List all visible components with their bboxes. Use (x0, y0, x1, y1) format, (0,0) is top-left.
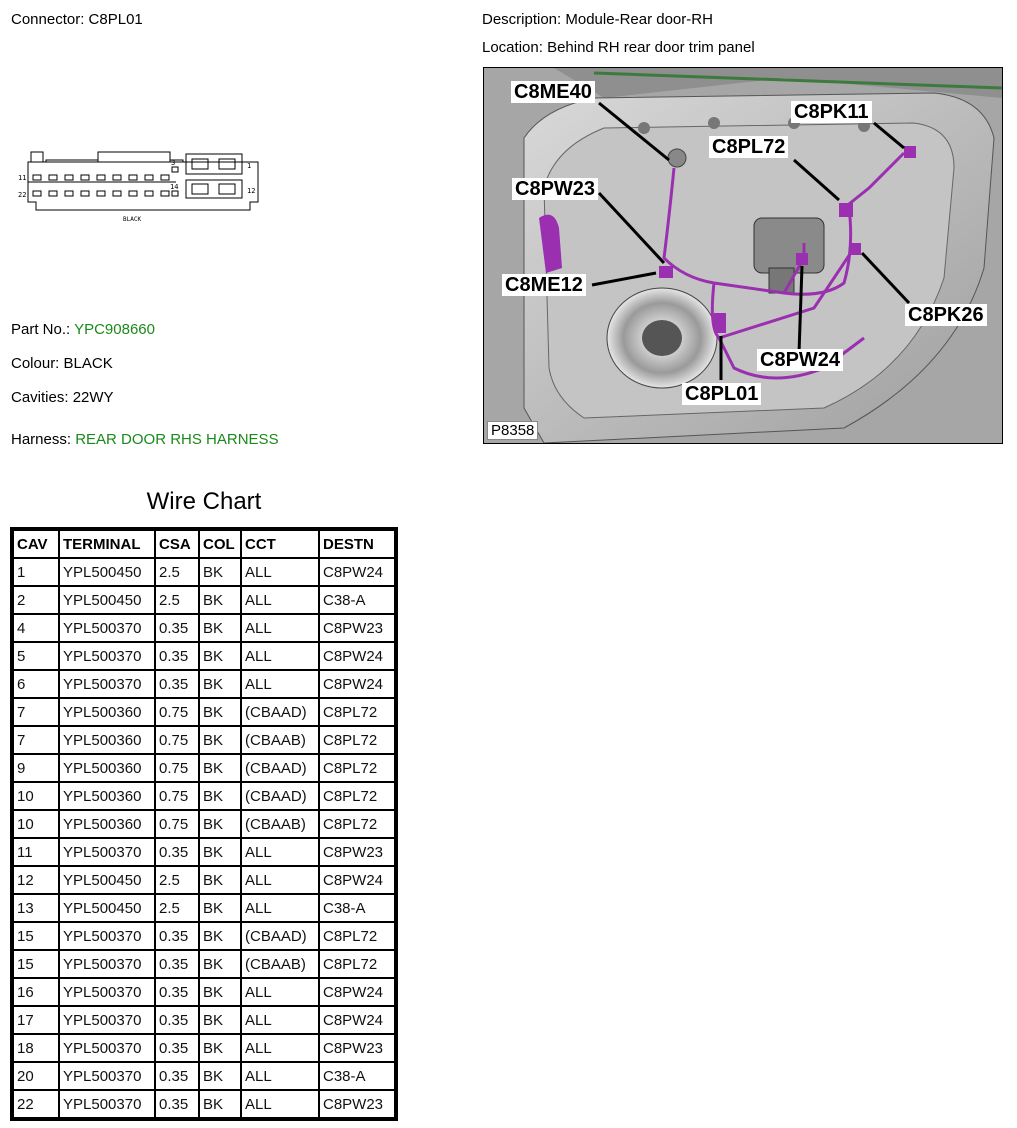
cell-csa: 0.75 (155, 810, 199, 838)
cell-cav: 17 (13, 1006, 59, 1034)
cell-cav: 13 (13, 894, 59, 922)
header-cav: CAV (13, 530, 59, 558)
pin-label-3: 3 (171, 159, 176, 167)
cell-col: BK (199, 1062, 241, 1090)
header-col: COL (199, 530, 241, 558)
callout-c8pk26: C8PK26 (905, 304, 987, 326)
part-no-line (11, 321, 155, 338)
cell-cct: (CBAAB) (241, 726, 319, 754)
cell-cav: 11 (13, 838, 59, 866)
cell-col: BK (199, 754, 241, 782)
cell-terminal: YPL500450 (59, 586, 155, 614)
cell-terminal: YPL500370 (59, 1090, 155, 1118)
cell-cct: (CBAAB) (241, 950, 319, 978)
cell-col: BK (199, 922, 241, 950)
cell-cct: (CBAAD) (241, 698, 319, 726)
table-row (13, 782, 395, 810)
cell-terminal: YPL500370 (59, 1006, 155, 1034)
cell-cct: ALL (241, 1062, 319, 1090)
table-row (13, 586, 395, 614)
cell-terminal: YPL500450 (59, 866, 155, 894)
cell-csa: 0.35 (155, 1090, 199, 1118)
cell-terminal: YPL500360 (59, 782, 155, 810)
cell-csa: 0.35 (155, 614, 199, 642)
cell-cct: ALL (241, 1006, 319, 1034)
cell-col: BK (199, 950, 241, 978)
callout-c8pk11: C8PK11 (791, 101, 872, 123)
cell-col: BK (199, 1034, 241, 1062)
cell-destn: C8PW24 (319, 642, 395, 670)
location-label: Location: (482, 39, 543, 56)
cell-cct: ALL (241, 642, 319, 670)
cell-destn: C8PW24 (319, 1006, 395, 1034)
callout-c8pw24: C8PW24 (757, 349, 843, 371)
cell-csa: 0.35 (155, 978, 199, 1006)
description-value: Module-Rear door-RH (565, 11, 713, 28)
cavities-label: Cavities: (11, 389, 69, 406)
header-destn: DESTN (319, 530, 395, 558)
cell-col: BK (199, 642, 241, 670)
cell-terminal: YPL500370 (59, 670, 155, 698)
colour-line (11, 355, 113, 372)
cell-cav: 15 (13, 950, 59, 978)
cell-terminal: YPL500370 (59, 978, 155, 1006)
cell-csa: 0.75 (155, 726, 199, 754)
cell-csa: 0.35 (155, 1062, 199, 1090)
table-row (13, 614, 395, 642)
cell-csa: 2.5 (155, 894, 199, 922)
cell-destn: C8PW23 (319, 838, 395, 866)
harness-link[interactable]: REAR DOOR RHS HARNESS (75, 431, 279, 448)
cell-cav: 9 (13, 754, 59, 782)
cell-destn: C8PL72 (319, 782, 395, 810)
cell-cav: 6 (13, 670, 59, 698)
cell-terminal: YPL500450 (59, 558, 155, 586)
pin-label-11: 11 (18, 174, 27, 182)
cell-col: BK (199, 810, 241, 838)
wire-chart-table (10, 527, 398, 1121)
table-row (13, 754, 395, 782)
part-no-label: Part No.: (11, 321, 71, 338)
cell-cav: 1 (13, 558, 59, 586)
cell-csa: 0.75 (155, 782, 199, 810)
table-row (13, 558, 395, 586)
cell-col: BK (199, 1006, 241, 1034)
cell-cct: ALL (241, 670, 319, 698)
table-row (13, 670, 395, 698)
cell-col: BK (199, 614, 241, 642)
cell-destn: C38-A (319, 586, 395, 614)
cell-destn: C8PL72 (319, 810, 395, 838)
cavities-line (11, 389, 114, 406)
description-label: Description: (482, 11, 562, 28)
cell-destn: C38-A (319, 1062, 395, 1090)
cell-col: BK (199, 1090, 241, 1118)
callout-c8me40: C8ME40 (511, 81, 595, 103)
cell-cct: ALL (241, 586, 319, 614)
cell-terminal: YPL500370 (59, 922, 155, 950)
diagram-caption: BLACK (123, 216, 142, 223)
cell-cav: 15 (13, 922, 59, 950)
table-row (13, 1034, 395, 1062)
cell-destn: C8PL72 (319, 754, 395, 782)
cell-csa: 2.5 (155, 866, 199, 894)
wire-chart-title: Wire Chart (146, 488, 262, 515)
table-row (13, 698, 395, 726)
cell-cct: ALL (241, 978, 319, 1006)
table-row (13, 642, 395, 670)
cell-csa: 0.35 (155, 642, 199, 670)
cell-destn: C8PW24 (319, 558, 395, 586)
cell-cav: 2 (13, 586, 59, 614)
table-row (13, 866, 395, 894)
cell-destn: C38-A (319, 894, 395, 922)
header-terminal: TERMINAL (59, 530, 155, 558)
cell-csa: 0.75 (155, 698, 199, 726)
cell-destn: C8PL72 (319, 950, 395, 978)
cell-destn: C8PW23 (319, 1034, 395, 1062)
cell-col: BK (199, 670, 241, 698)
cell-cav: 7 (13, 726, 59, 754)
cell-cct: ALL (241, 866, 319, 894)
cell-cav: 20 (13, 1062, 59, 1090)
table-header-row (13, 530, 395, 558)
cell-terminal: YPL500360 (59, 810, 155, 838)
table-row (13, 838, 395, 866)
cell-terminal: YPL500370 (59, 950, 155, 978)
cell-col: BK (199, 782, 241, 810)
cell-csa: 2.5 (155, 586, 199, 614)
cell-cct: ALL (241, 614, 319, 642)
cell-terminal: YPL500370 (59, 838, 155, 866)
picture-id: P8358 (487, 421, 538, 440)
cavities-value: 22WY (72, 389, 114, 406)
table-row (13, 1090, 395, 1118)
cell-col: BK (199, 894, 241, 922)
header-cct: CCT (241, 530, 319, 558)
cell-col: BK (199, 558, 241, 586)
wire-chart-body (13, 558, 395, 1118)
cell-destn: C8PW24 (319, 866, 395, 894)
connector-value: C8PL01 (88, 11, 143, 28)
colour-label: Colour: (11, 355, 60, 372)
cell-col: BK (199, 838, 241, 866)
cell-cav: 7 (13, 698, 59, 726)
cell-cav: 16 (13, 978, 59, 1006)
connector-face-diagram (18, 140, 278, 230)
table-row (13, 810, 395, 838)
cell-csa: 0.35 (155, 950, 199, 978)
cell-cct: ALL (241, 1090, 319, 1118)
pin-label-1: 1 (247, 162, 252, 170)
cell-csa: 0.35 (155, 670, 199, 698)
cell-cct: (CBAAD) (241, 922, 319, 950)
cell-destn: C8PL72 (319, 922, 395, 950)
cell-csa: 0.35 (155, 1006, 199, 1034)
cell-csa: 2.5 (155, 558, 199, 586)
cell-terminal: YPL500450 (59, 894, 155, 922)
cell-terminal: YPL500370 (59, 1062, 155, 1090)
description-line (482, 11, 713, 28)
cell-terminal: YPL500360 (59, 698, 155, 726)
pin-label-22: 22 (18, 191, 27, 199)
cell-cav: 12 (13, 866, 59, 894)
harness-line (11, 431, 279, 448)
cell-cav: 18 (13, 1034, 59, 1062)
table-row (13, 1006, 395, 1034)
cell-col: BK (199, 586, 241, 614)
cell-terminal: YPL500370 (59, 614, 155, 642)
cell-cct: (CBAAD) (241, 782, 319, 810)
cell-terminal: YPL500370 (59, 642, 155, 670)
colour-value: BLACK (63, 355, 113, 372)
cell-col: BK (199, 866, 241, 894)
cell-destn: C8PW23 (319, 1090, 395, 1118)
cell-csa: 0.35 (155, 922, 199, 950)
cell-terminal: YPL500370 (59, 1034, 155, 1062)
callout-c8pl72: C8PL72 (709, 136, 788, 158)
location-picture (483, 67, 1003, 444)
table-row (13, 894, 395, 922)
location-value: Behind RH rear door trim panel (547, 39, 755, 56)
cell-terminal: YPL500360 (59, 726, 155, 754)
harness-label: Harness: (11, 431, 72, 448)
header-csa: CSA (155, 530, 199, 558)
cell-terminal: YPL500360 (59, 754, 155, 782)
cell-cav: 22 (13, 1090, 59, 1118)
cell-col: BK (199, 698, 241, 726)
location-line (482, 39, 755, 56)
table-row (13, 1062, 395, 1090)
cell-col: BK (199, 726, 241, 754)
cell-csa: 0.35 (155, 1034, 199, 1062)
pin-label-14: 14 (170, 183, 179, 191)
cell-cct: ALL (241, 894, 319, 922)
cell-destn: C8PW23 (319, 614, 395, 642)
callout-c8pl01: C8PL01 (682, 383, 761, 405)
cell-destn: C8PW24 (319, 670, 395, 698)
table-row (13, 978, 395, 1006)
cell-destn: C8PL72 (319, 698, 395, 726)
cell-cav: 10 (13, 782, 59, 810)
table-row (13, 726, 395, 754)
cell-cav: 5 (13, 642, 59, 670)
cell-cav: 4 (13, 614, 59, 642)
callout-c8pw23: C8PW23 (512, 178, 598, 200)
table-row (13, 950, 395, 978)
cell-col: BK (199, 978, 241, 1006)
callout-c8me12: C8ME12 (502, 274, 586, 296)
cell-destn: C8PL72 (319, 726, 395, 754)
connector-label: Connector: (11, 11, 85, 28)
cell-csa: 0.35 (155, 838, 199, 866)
table-row (13, 922, 395, 950)
pin-label-12: 12 (247, 187, 256, 195)
cell-csa: 0.75 (155, 754, 199, 782)
cell-destn: C8PW24 (319, 978, 395, 1006)
connector-line (11, 11, 143, 28)
cell-cct: ALL (241, 838, 319, 866)
cell-cct: (CBAAD) (241, 754, 319, 782)
part-no-link[interactable]: YPC908660 (74, 321, 155, 338)
cell-cct: ALL (241, 1034, 319, 1062)
cell-cav: 10 (13, 810, 59, 838)
cell-cct: ALL (241, 558, 319, 586)
cell-cct: (CBAAB) (241, 810, 319, 838)
